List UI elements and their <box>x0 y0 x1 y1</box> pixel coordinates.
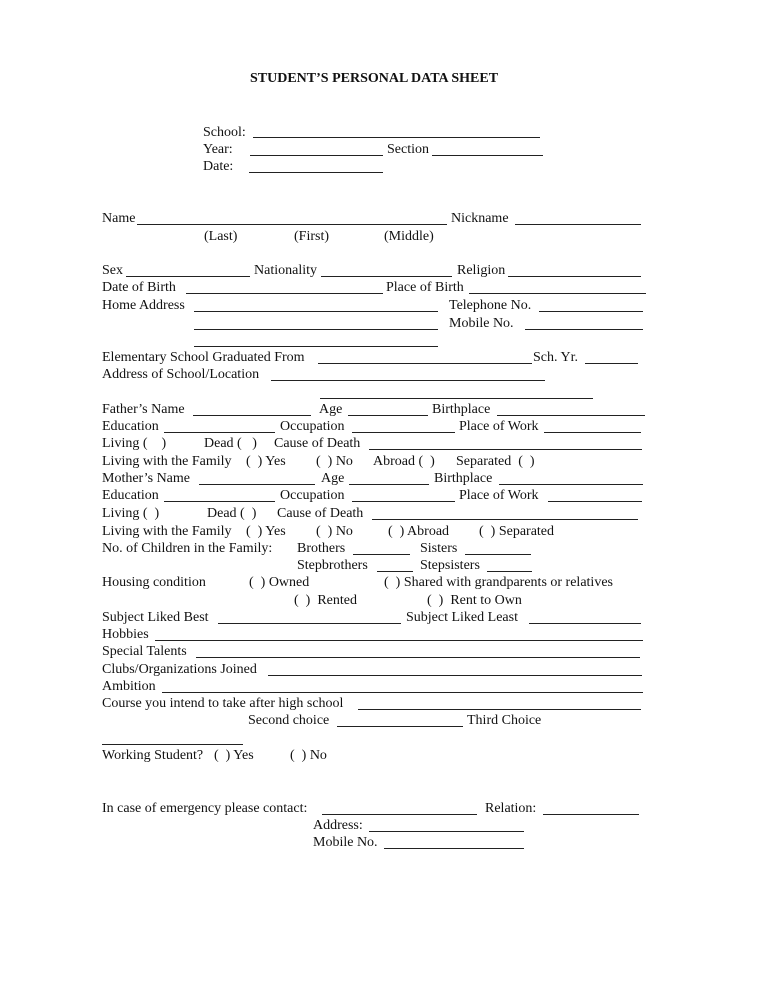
school-field[interactable] <box>253 137 540 138</box>
stepsisters-label: Stepsisters <box>420 558 480 573</box>
mother-work-field[interactable] <box>548 501 642 502</box>
brothers-field[interactable] <box>353 554 410 555</box>
subject-liked-label: Subject Liked Best <box>102 610 209 625</box>
father-work-field[interactable] <box>544 432 641 433</box>
dob-field[interactable] <box>186 293 383 294</box>
talents-label: Special Talents <box>102 644 187 659</box>
mother-birthplace-label: Birthplace <box>434 471 493 486</box>
stepsisters-field[interactable] <box>487 571 532 572</box>
housing-label: Housing condition <box>102 575 206 590</box>
father-education-label: Education <box>102 419 159 434</box>
clubs-label: Clubs/Organizations Joined <box>102 662 257 677</box>
date-field[interactable] <box>249 172 383 173</box>
sch-yr-label: Sch. Yr. <box>533 350 578 365</box>
subject-liked-field[interactable] <box>218 623 401 624</box>
housing-owned-option[interactable]: ( ) Owned <box>249 575 310 590</box>
home-address-field[interactable] <box>194 311 438 312</box>
mother-cause-label: Cause of Death <box>277 506 364 521</box>
father-education-field[interactable] <box>164 432 275 433</box>
father-birthplace-label: Birthplace <box>432 402 491 417</box>
nickname-field[interactable] <box>515 224 641 225</box>
working-yes-option[interactable]: ( ) Yes <box>214 748 254 763</box>
father-living-with-label: Living with the Family <box>102 454 232 469</box>
nickname-label: Nickname <box>451 211 509 226</box>
father-work-label: Place of Work <box>459 419 539 434</box>
mother-education-field[interactable] <box>164 501 275 502</box>
emergency-address-field[interactable] <box>369 831 524 832</box>
second-choice-field[interactable] <box>337 726 463 727</box>
subject-least-label: Subject Liked Least <box>406 610 518 625</box>
mother-name-field[interactable] <box>199 484 315 485</box>
section-field[interactable] <box>432 155 543 156</box>
talents-field[interactable] <box>196 657 640 658</box>
home-address-label: Home Address <box>102 298 185 313</box>
section-label: Section <box>387 142 429 157</box>
dob-label: Date of Birth <box>102 280 176 295</box>
name-field[interactable] <box>137 224 447 225</box>
mother-age-field[interactable] <box>349 484 429 485</box>
year-label: Year: <box>203 142 233 157</box>
working-label: Working Student? <box>102 748 204 763</box>
mother-abroad-option[interactable]: ( ) Abroad <box>388 524 450 539</box>
mother-cause-field[interactable] <box>372 519 638 520</box>
sisters-field[interactable] <box>465 554 531 555</box>
father-living-option[interactable]: Living ( ) <box>102 436 167 451</box>
mother-living-option[interactable]: Living ( ) <box>102 506 160 521</box>
year-field[interactable] <box>250 155 383 156</box>
father-age-field[interactable] <box>348 415 428 416</box>
sisters-label: Sisters <box>420 541 458 556</box>
father-occupation-field[interactable] <box>352 432 455 433</box>
third-choice-field[interactable] <box>102 744 243 745</box>
mother-dead-option[interactable]: Dead ( ) <box>207 506 257 521</box>
sex-field[interactable] <box>126 276 250 277</box>
mother-birthplace-field[interactable] <box>499 484 643 485</box>
home-address-field-3[interactable] <box>194 346 438 347</box>
middle-caption: (Middle) <box>384 229 434 244</box>
housing-rent-to-own-option[interactable]: ( ) Rent to Own <box>427 593 522 608</box>
elementary-field[interactable] <box>318 363 532 364</box>
sch-yr-field[interactable] <box>585 363 638 364</box>
address-school-field-2[interactable] <box>320 398 593 399</box>
home-address-field-2[interactable] <box>194 329 438 330</box>
religion-label: Religion <box>457 263 506 278</box>
father-dead-option[interactable]: Dead ( ) <box>204 436 257 451</box>
mother-name-label: Mother’s Name <box>102 471 190 486</box>
second-choice-label: Second choice <box>248 713 330 728</box>
mother-yes-option[interactable]: ( ) Yes <box>246 524 286 539</box>
working-no-option[interactable]: ( ) No <box>290 748 327 763</box>
last-caption: (Last) <box>204 229 238 244</box>
first-caption: (First) <box>294 229 329 244</box>
father-separated-option[interactable]: Separated ( ) <box>456 454 535 469</box>
housing-shared-option[interactable]: ( ) Shared with grandparents or relatives <box>384 575 613 590</box>
address-school-field[interactable] <box>271 380 545 381</box>
name-label: Name <box>102 211 136 226</box>
emergency-mobile-field[interactable] <box>384 848 524 849</box>
stepbrothers-field[interactable] <box>377 571 413 572</box>
telephone-label: Telephone No. <box>449 298 532 313</box>
emergency-mobile-label: Mobile No. <box>313 835 378 850</box>
mother-work-label: Place of Work <box>459 488 539 503</box>
father-no-option[interactable]: ( ) No <box>316 454 353 469</box>
emergency-contact-label: In case of emergency please contact: <box>102 801 308 816</box>
father-yes-option[interactable]: ( ) Yes <box>246 454 286 469</box>
mother-living-with-label: Living with the Family <box>102 524 232 539</box>
father-name-field[interactable] <box>193 415 311 416</box>
subject-least-field[interactable] <box>529 623 641 624</box>
nationality-label: Nationality <box>254 263 317 278</box>
father-occupation-label: Occupation <box>280 419 345 434</box>
relation-label: Relation: <box>485 801 537 816</box>
ambition-label: Ambition <box>102 679 156 694</box>
religion-field[interactable] <box>508 276 641 277</box>
mother-occupation-field[interactable] <box>352 501 455 502</box>
hobbies-label: Hobbies <box>102 627 149 642</box>
mother-occupation-label: Occupation <box>280 488 345 503</box>
course-field[interactable] <box>358 709 641 710</box>
father-cause-label: Cause of Death <box>274 436 361 451</box>
mother-education-label: Education <box>102 488 159 503</box>
pob-field[interactable] <box>469 293 646 294</box>
nationality-field[interactable] <box>321 276 452 277</box>
father-name-label: Father’s Name <box>102 402 185 417</box>
housing-rented-option[interactable]: ( ) Rented <box>294 593 357 608</box>
father-cause-field[interactable] <box>369 449 642 450</box>
hobbies-field[interactable] <box>155 640 643 641</box>
brothers-label: Brothers <box>297 541 346 556</box>
father-abroad-option[interactable]: Abroad ( ) <box>373 454 435 469</box>
mobile-field[interactable] <box>525 329 643 330</box>
ambition-field[interactable] <box>162 692 643 693</box>
pob-label: Place of Birth <box>386 280 464 295</box>
school-label: School: <box>203 125 246 140</box>
mother-age-label: Age <box>321 471 345 486</box>
date-label: Date: <box>203 159 234 174</box>
children-label: No. of Children in the Family: <box>102 541 273 556</box>
father-birthplace-field[interactable] <box>497 415 645 416</box>
clubs-field[interactable] <box>268 675 642 676</box>
mobile-label: Mobile No. <box>449 316 514 331</box>
address-school-label: Address of School/Location <box>102 367 260 382</box>
third-choice-label: Third Choice <box>467 713 542 728</box>
stepbrothers-label: Stepbrothers <box>297 558 368 573</box>
mother-separated-option[interactable]: ( ) Separated <box>479 524 555 539</box>
page-title: STUDENT’S PERSONAL DATA SHEET <box>250 71 499 86</box>
course-label: Course you intend to take after high school <box>102 696 344 711</box>
mother-no-option[interactable]: ( ) No <box>316 524 353 539</box>
father-age-label: Age <box>319 402 343 417</box>
sex-label: Sex <box>102 263 123 278</box>
telephone-field[interactable] <box>539 311 643 312</box>
emergency-address-label: Address: <box>313 818 363 833</box>
relation-field[interactable] <box>543 814 639 815</box>
emergency-contact-field[interactable] <box>322 814 477 815</box>
elementary-label: Elementary School Graduated From <box>102 350 305 365</box>
